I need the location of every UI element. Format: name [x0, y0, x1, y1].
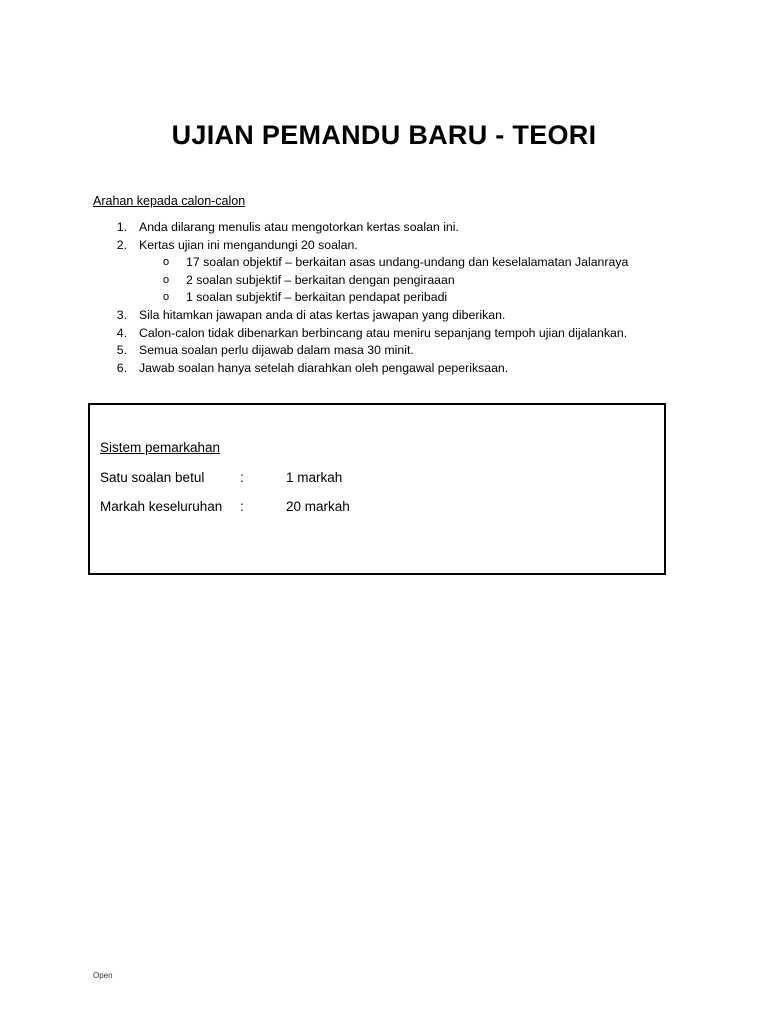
instruction-item [0, 219, 768, 237]
bullet-icon: o [163, 291, 170, 304]
marking-value: 1 markah [286, 470, 343, 485]
bullet-icon: o [163, 273, 170, 286]
item-number: 1. [116, 220, 127, 234]
instruction-item [0, 325, 768, 343]
item-text: Jawab soalan hanya setelah diarahkan oleh pengawal peperiksaan. [139, 360, 509, 375]
instructions-list [0, 219, 768, 377]
item-text: Kertas ujian ini mengandungi 20 soalan. [139, 237, 358, 252]
bullet-icon: o [163, 256, 170, 269]
marking-box [88, 403, 666, 575]
item-text: Calon-calon tidak dibenarkan berbincang atau meniru sepanjang tempoh ujian dijalankan. [139, 325, 628, 340]
instruction-subitem [0, 272, 768, 290]
instruction-item [0, 342, 768, 360]
item-number: 6. [116, 360, 127, 375]
marking-colon: : [240, 470, 244, 485]
item-number: 4. [116, 325, 127, 340]
marking-value: 20 markah [286, 499, 350, 514]
marking-colon: : [240, 499, 244, 514]
subitem-text: 1 soalan subjektif – berkaitan pendapat peribadi [186, 290, 448, 305]
instruction-item [0, 237, 768, 255]
instruction-subitem [0, 289, 768, 307]
subitem-text: 2 soalan subjektif – berkaitan dengan pengiraaan [186, 272, 455, 287]
instructions-heading: Arahan kepada calon-calon [93, 194, 246, 208]
item-text: Semua soalan perlu dijawab dalam masa 30 minit. [139, 343, 414, 358]
instruction-item [0, 307, 768, 325]
marking-label: Markah keseluruhan [100, 499, 223, 514]
instruction-subitem [0, 254, 768, 272]
item-number: 2. [116, 237, 127, 252]
item-text: Anda dilarang menulis atau mengotorkan kertas soalan ini. [139, 220, 459, 234]
instruction-item [0, 360, 768, 378]
item-number: 3. [116, 307, 127, 322]
item-number: 5. [116, 343, 127, 358]
subitem-text: 17 soalan objektif – berkaitan asas undang-undang dan keselalamatan Jalanraya [186, 255, 629, 270]
footer-label: Open [93, 971, 113, 980]
page-title: UJIAN PEMANDU BARU - TEORI [171, 120, 597, 150]
marking-label: Satu soalan betul [100, 470, 205, 485]
marking-heading: Sistem pemarkahan [100, 440, 221, 455]
item-text: Sila hitamkan jawapan anda di atas kertas jawapan yang diberikan. [139, 307, 506, 322]
